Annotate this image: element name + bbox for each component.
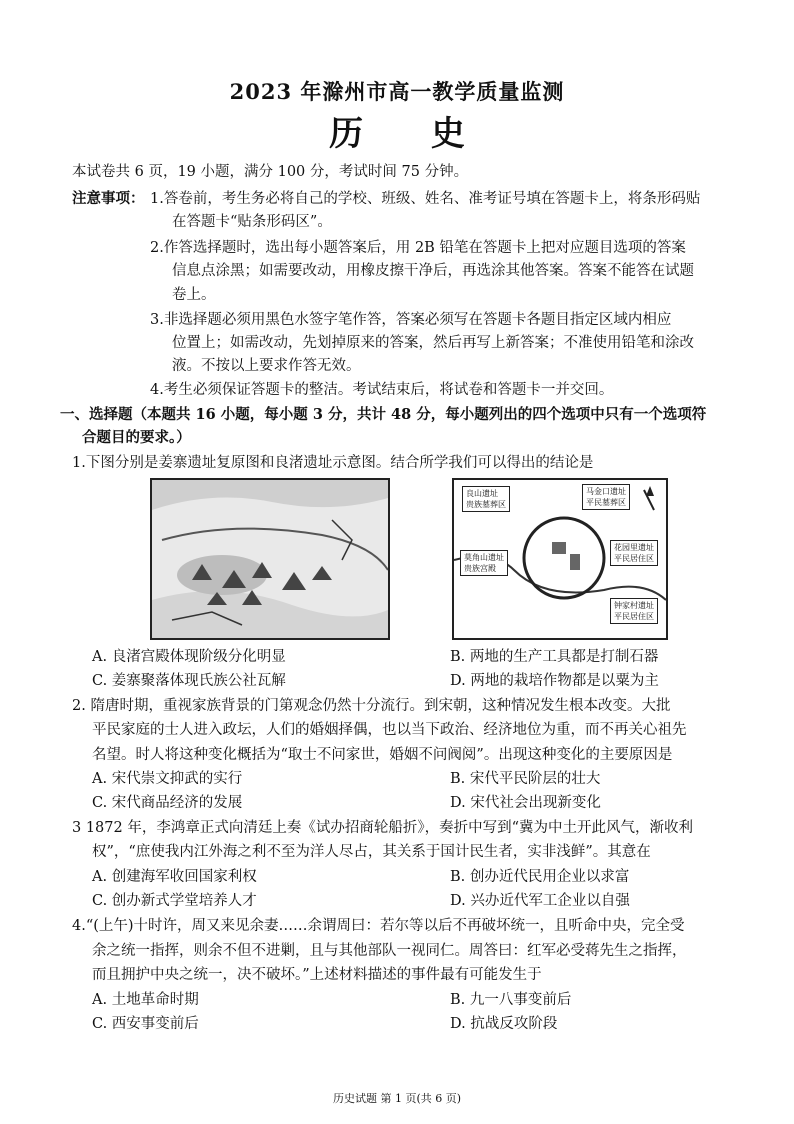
note-3c: 液。不按以上要求作答无效。 xyxy=(172,358,361,374)
exam-title: 2023 年滁州市高一教学质量监测 xyxy=(229,79,565,104)
q1-option-a: A. 良渚宫殿体现阶级分化明显 xyxy=(92,649,286,665)
q4-option-d: D. 抗战反攻阶段 xyxy=(450,1016,558,1032)
jiangzhai-reconstruction-image xyxy=(150,478,390,640)
note-1b: 在答题卡“贴条形码区”。 xyxy=(172,214,332,230)
q1-option-c: C. 姜寨聚落体现氏族公社瓦解 xyxy=(92,673,286,689)
notes-label: 注意事项： xyxy=(72,190,145,207)
q3-stem-1: 3 1872 年，李鸿章正式向清廷上奏《试办招商轮船折》，奏折中写到“冀为中土开此风气，渐收利 xyxy=(72,820,694,836)
intro-text: 本试卷共 6 页，19 小题，满分 100 分，考试时间 75 分钟。 xyxy=(72,164,469,180)
map-label-4: 花园里遗址 平民居住区 xyxy=(610,540,658,566)
note-2c: 卷上。 xyxy=(172,287,216,303)
q1-option-b: B. 两地的生产工具都是打制石器 xyxy=(450,649,659,665)
liangzhu-site-map xyxy=(452,478,668,640)
map-label-2: 马金口遗址 平民墓葬区 xyxy=(582,484,630,510)
q4-stem-2: 余之统一指挥，则余不但不进剿，且与其他部队一视同仁。周答曰：红军必受蒋先生之指挥， xyxy=(92,943,687,959)
q1-option-d: D. 两地的栽培作物都是以粟为主 xyxy=(450,673,659,689)
map-label-3: 莫角山遗址 贵族宫殿 xyxy=(460,550,508,576)
q1-stem: 1.下图分别是姜寨遗址复原图和良渚遗址示意图。结合所学我们可以得出的结论是 xyxy=(72,455,594,471)
subject-title: 历 史 xyxy=(329,114,493,154)
q4-option-b: B. 九一八事变前后 xyxy=(450,992,572,1008)
q4-option-c: C. 西安事变前后 xyxy=(92,1016,199,1032)
jiangzhai-sketch xyxy=(152,480,388,638)
note-3a: 3.非选择题必须用黑色水签字笔作答，答案必须写在答题卡各题目指定区域内相应 xyxy=(150,312,672,328)
map-label-5: 钟家村遗址 平民居住区 xyxy=(610,598,658,624)
q3-option-a: A. 创建海军收回国家利权 xyxy=(92,869,257,885)
note-4: 4.考生必须保证答题卡的整洁。考试结束后，将试卷和答题卡一并交回。 xyxy=(150,382,614,398)
q2-stem-1: 2. 隋唐时期，重视家族背景的门第观念仍然十分流行。到宋朝，这种情况发生根本改变。大批 xyxy=(72,698,671,714)
note-2a: 2.作答选择题时，选出每小题答案后，用 2B 铅笔在答题卡上把对应题目选项的答案 xyxy=(150,240,686,256)
q2-option-a: A. 宋代崇文抑武的实行 xyxy=(92,771,243,787)
q2-stem-2: 平民家庭的士人进入政坛，人们的婚姻择偶，也以当下政治、经济地位为重，而不再关心祖先 xyxy=(92,722,687,738)
q4-stem-1: 4.“(上午)十时许，周又来见余妻……余谓周曰：若尔等以后不再破坏统一，且听命中央，完全受 xyxy=(72,918,685,934)
section-heading-a: 一、选择题（本题共 16 小题，每小题 3 分，共计 48 分，每小题列出的四个选项中只有一个选项符 xyxy=(60,406,707,423)
q3-option-b: B. 创办近代民用企业以求富 xyxy=(450,869,630,885)
q4-stem-3: 而且拥护中央之统一，决不破坏。”上述材料描述的事件最有可能发生于 xyxy=(92,967,542,983)
q2-stem-3: 名望。时人将这种变化概括为“取士不问家世，婚姻不问阀阅”。出现这种变化的主要原因是 xyxy=(92,747,673,763)
q2-option-c: C. 宋代商品经济的发展 xyxy=(92,795,243,811)
section-heading-b: 合题目的要求。） xyxy=(82,429,191,446)
q2-option-b: B. 宋代平民阶层的壮大 xyxy=(450,771,601,787)
note-2b: 信息点涂黑；如需要改动，用橡皮擦干净后，再选涂其他答案。答案不能答在试题 xyxy=(172,263,694,279)
map-label-1: 良山遗址 贵族墓葬区 xyxy=(462,486,510,512)
page-footer: 历史试题 第 1 页(共 6 页) xyxy=(332,1092,462,1105)
note-3b: 位置上；如需改动，先划掉原来的答案，然后再写上新答案；不准使用铅笔和涂改 xyxy=(172,335,694,351)
note-1a: 1.答卷前，考生务必将自己的学校、班级、姓名、准考证号填在答题卡上，将条形码贴 xyxy=(150,191,701,207)
q3-option-c: C. 创办新式学堂培养人才 xyxy=(92,893,257,909)
q2-option-d: D. 宋代社会出现新变化 xyxy=(450,795,601,811)
q3-option-d: D. 兴办近代军工企业以自强 xyxy=(450,893,630,909)
q3-stem-2: 权”，“庶使我内江外海之利不至为洋人尽占，其关系于国计民生者，实非浅鲜”。其意在 xyxy=(92,844,651,860)
q4-option-a: A. 土地革命时期 xyxy=(92,992,199,1008)
